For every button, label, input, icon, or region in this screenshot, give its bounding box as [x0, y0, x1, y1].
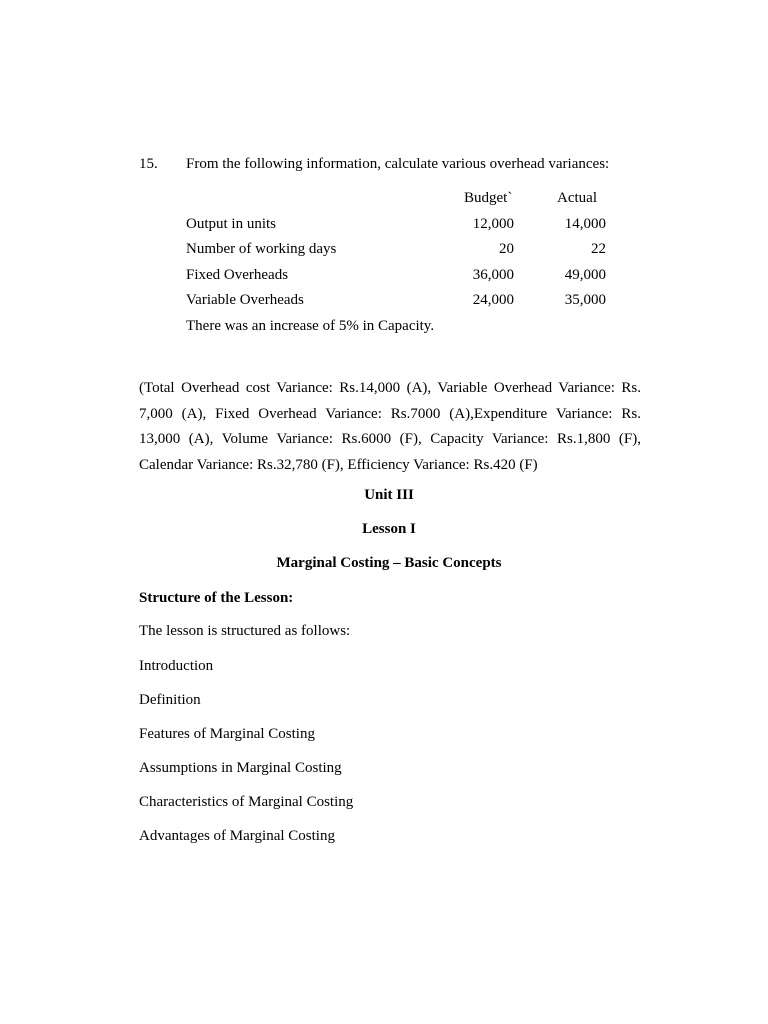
list-item: Introduction — [139, 658, 214, 674]
budget-column-header: Budget` — [464, 190, 513, 206]
table-row — [186, 292, 606, 318]
list-item: Advantages of Marginal Costing — [139, 828, 335, 844]
row-label: Output in units — [186, 215, 277, 232]
budget-value: 24,000 — [472, 292, 514, 308]
answer-paragraph — [139, 376, 641, 478]
actual-column-header: Actual — [557, 190, 597, 206]
capacity-note: There was an increase of 5% in Capacity. — [186, 318, 435, 334]
actual-value: 49,000 — [564, 266, 606, 283]
structure-intro: The lesson is structured as follows: — [139, 623, 351, 639]
lesson-title: Marginal Costing – Basic Concepts — [276, 555, 502, 571]
unit-heading: Unit III — [364, 487, 414, 503]
list-item: Characteristics of Marginal Costing — [139, 794, 354, 810]
list-item: Definition — [139, 692, 201, 708]
actual-value: 35,000 — [564, 292, 606, 308]
budget-value: 12,000 — [472, 215, 514, 232]
row-label: Variable Overheads — [186, 292, 304, 308]
row-label: Fixed Overheads — [186, 266, 289, 283]
answer-line: Calendar Variance: Rs.32,780 (F), Efficiency Variance: Rs.420 (F) — [139, 456, 538, 473]
question-text: From the following information, calculate various overhead variances: — [186, 156, 610, 172]
lesson-heading: Lesson I — [362, 521, 416, 537]
structure-heading: Structure of the Lesson: — [139, 590, 294, 606]
list-item: Assumptions in Marginal Costing — [139, 760, 342, 776]
actual-value: 22 — [591, 241, 606, 257]
row-label: Number of working days — [186, 241, 337, 257]
answer-line: 13,000 (A), Volume Variance: Rs.6000 (F), Capacity Variance: Rs.1,800 (F), — [139, 431, 641, 447]
table-header-row — [186, 190, 606, 216]
answer-line: 7,000 (A), Fixed Overhead Variance: Rs.7000 (A),Expenditure Variance: Rs. — [139, 405, 641, 422]
answer-line: (Total Overhead cost Variance: Rs.14,000 (A), Variable Overhead Variance: Rs. — [139, 380, 641, 396]
table-row — [186, 216, 606, 242]
table-row — [186, 267, 606, 293]
overhead-table — [186, 190, 606, 318]
actual-value: 14,000 — [564, 215, 606, 232]
question-number: 15. — [139, 156, 158, 172]
table-row — [186, 241, 606, 267]
budget-value: 20 — [499, 241, 514, 257]
lesson-outline — [139, 657, 353, 861]
budget-value: 36,000 — [472, 266, 514, 283]
list-item: Features of Marginal Costing — [139, 726, 315, 742]
